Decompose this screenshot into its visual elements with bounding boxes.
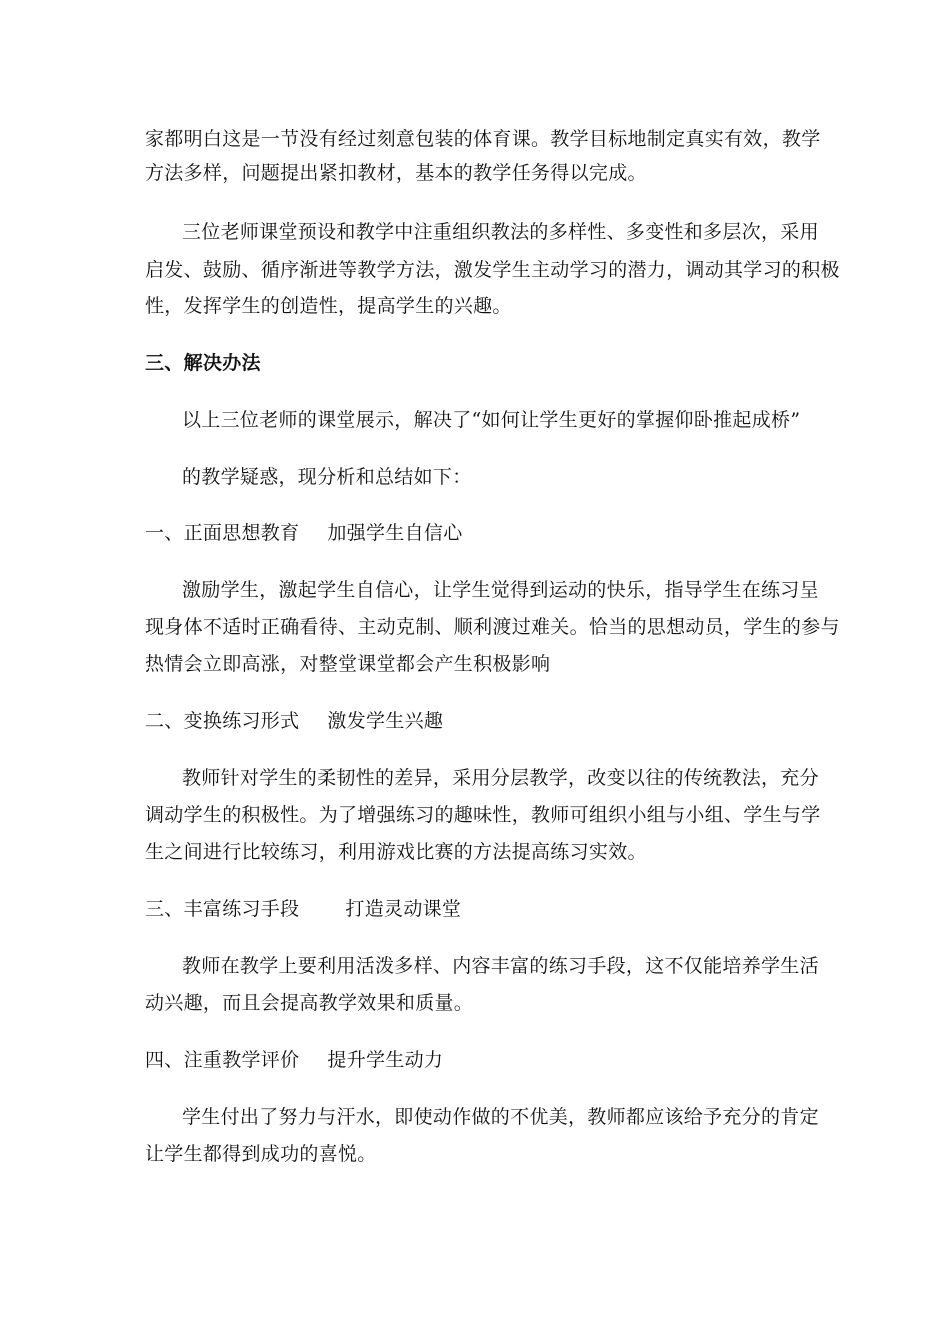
item-heading	[145, 521, 810, 545]
item-body-line: 教师在教学上要利用活泼多样、内容丰富的练习手段，这不仅能培养学生活	[182, 955, 819, 977]
item-subtitle: 激发学生兴趣	[327, 710, 444, 732]
item-body-line: 激励学生，激起学生自信心，让学生觉得到运动的快乐，指导学生在练习呈	[182, 579, 819, 601]
item-title: 正面思想教育	[183, 522, 300, 544]
item-subtitle: 提升学生动力	[327, 1049, 444, 1071]
item-number: 二、	[145, 710, 184, 732]
item-body-line: 生之间进行比较练习，利用游戏比赛的方法提高练习实效。	[145, 841, 647, 863]
section-heading: 三、解决办法	[145, 352, 261, 374]
item-subtitle: 打造灵动课堂	[345, 898, 462, 920]
item-heading	[145, 897, 810, 921]
item-heading	[145, 1048, 810, 1072]
item-heading	[145, 709, 810, 733]
item-body-line: 调动学生的积极性。为了增强练习的趣味性，教师可组织小组与小组、学生与学	[145, 804, 821, 826]
methods-line: 性，发挥学生的创造性，提高学生的兴趣。	[145, 295, 512, 317]
item-body-line: 教师针对学生的柔韧性的差异，采用分层教学，改变以往的传统教法，充分	[182, 767, 819, 789]
methods-line: 启发、鼓励、循序渐进等教学方法，激发学生主动学习的潜力，调动其学习的积极	[145, 259, 840, 281]
item-body-line: 现身体不适时正确看待、主动克制、顺利渡过难关。恰当的思想动员，学生的参与	[145, 616, 840, 638]
methods-line: 三位老师课堂预设和教学中注重组织教法的多样性、多变性和多层次，采用	[182, 221, 819, 243]
item-body-line: 学生付出了努力与汗水，即使动作做的不优美，教师都应该给予充分的肯定	[182, 1106, 819, 1128]
item-body-line: 让学生都得到成功的喜悦。	[145, 1143, 377, 1165]
item-number: 四、	[145, 1049, 184, 1071]
item-subtitle: 加强学生自信心	[327, 522, 463, 544]
intro-line: 方法多样，问题提出紧扣教材，基本的教学任务得以完成。	[145, 162, 647, 184]
summary-line: 的教学疑惑，现分析和总结如下：	[182, 466, 472, 488]
item-number: 一、	[145, 522, 184, 544]
item-number: 三、	[145, 898, 184, 920]
item-title: 变换练习形式	[183, 710, 300, 732]
item-title: 注重教学评价	[183, 1049, 300, 1071]
item-body-line: 动兴趣，而且会提高教学效果和质量。	[145, 992, 474, 1014]
item-body-line: 热情会立即高涨，对整堂课堂都会产生积极影响	[145, 653, 551, 675]
summary-line: 以上三位老师的课堂展示，解决了“如何让学生更好的掌握仰卧推起成桥”	[182, 409, 801, 431]
item-title: 丰富练习手段	[183, 898, 300, 920]
intro-line: 家都明白这是一节没有经过刻意包装的体育课。教学目标地制定真实有效，教学	[145, 128, 821, 150]
